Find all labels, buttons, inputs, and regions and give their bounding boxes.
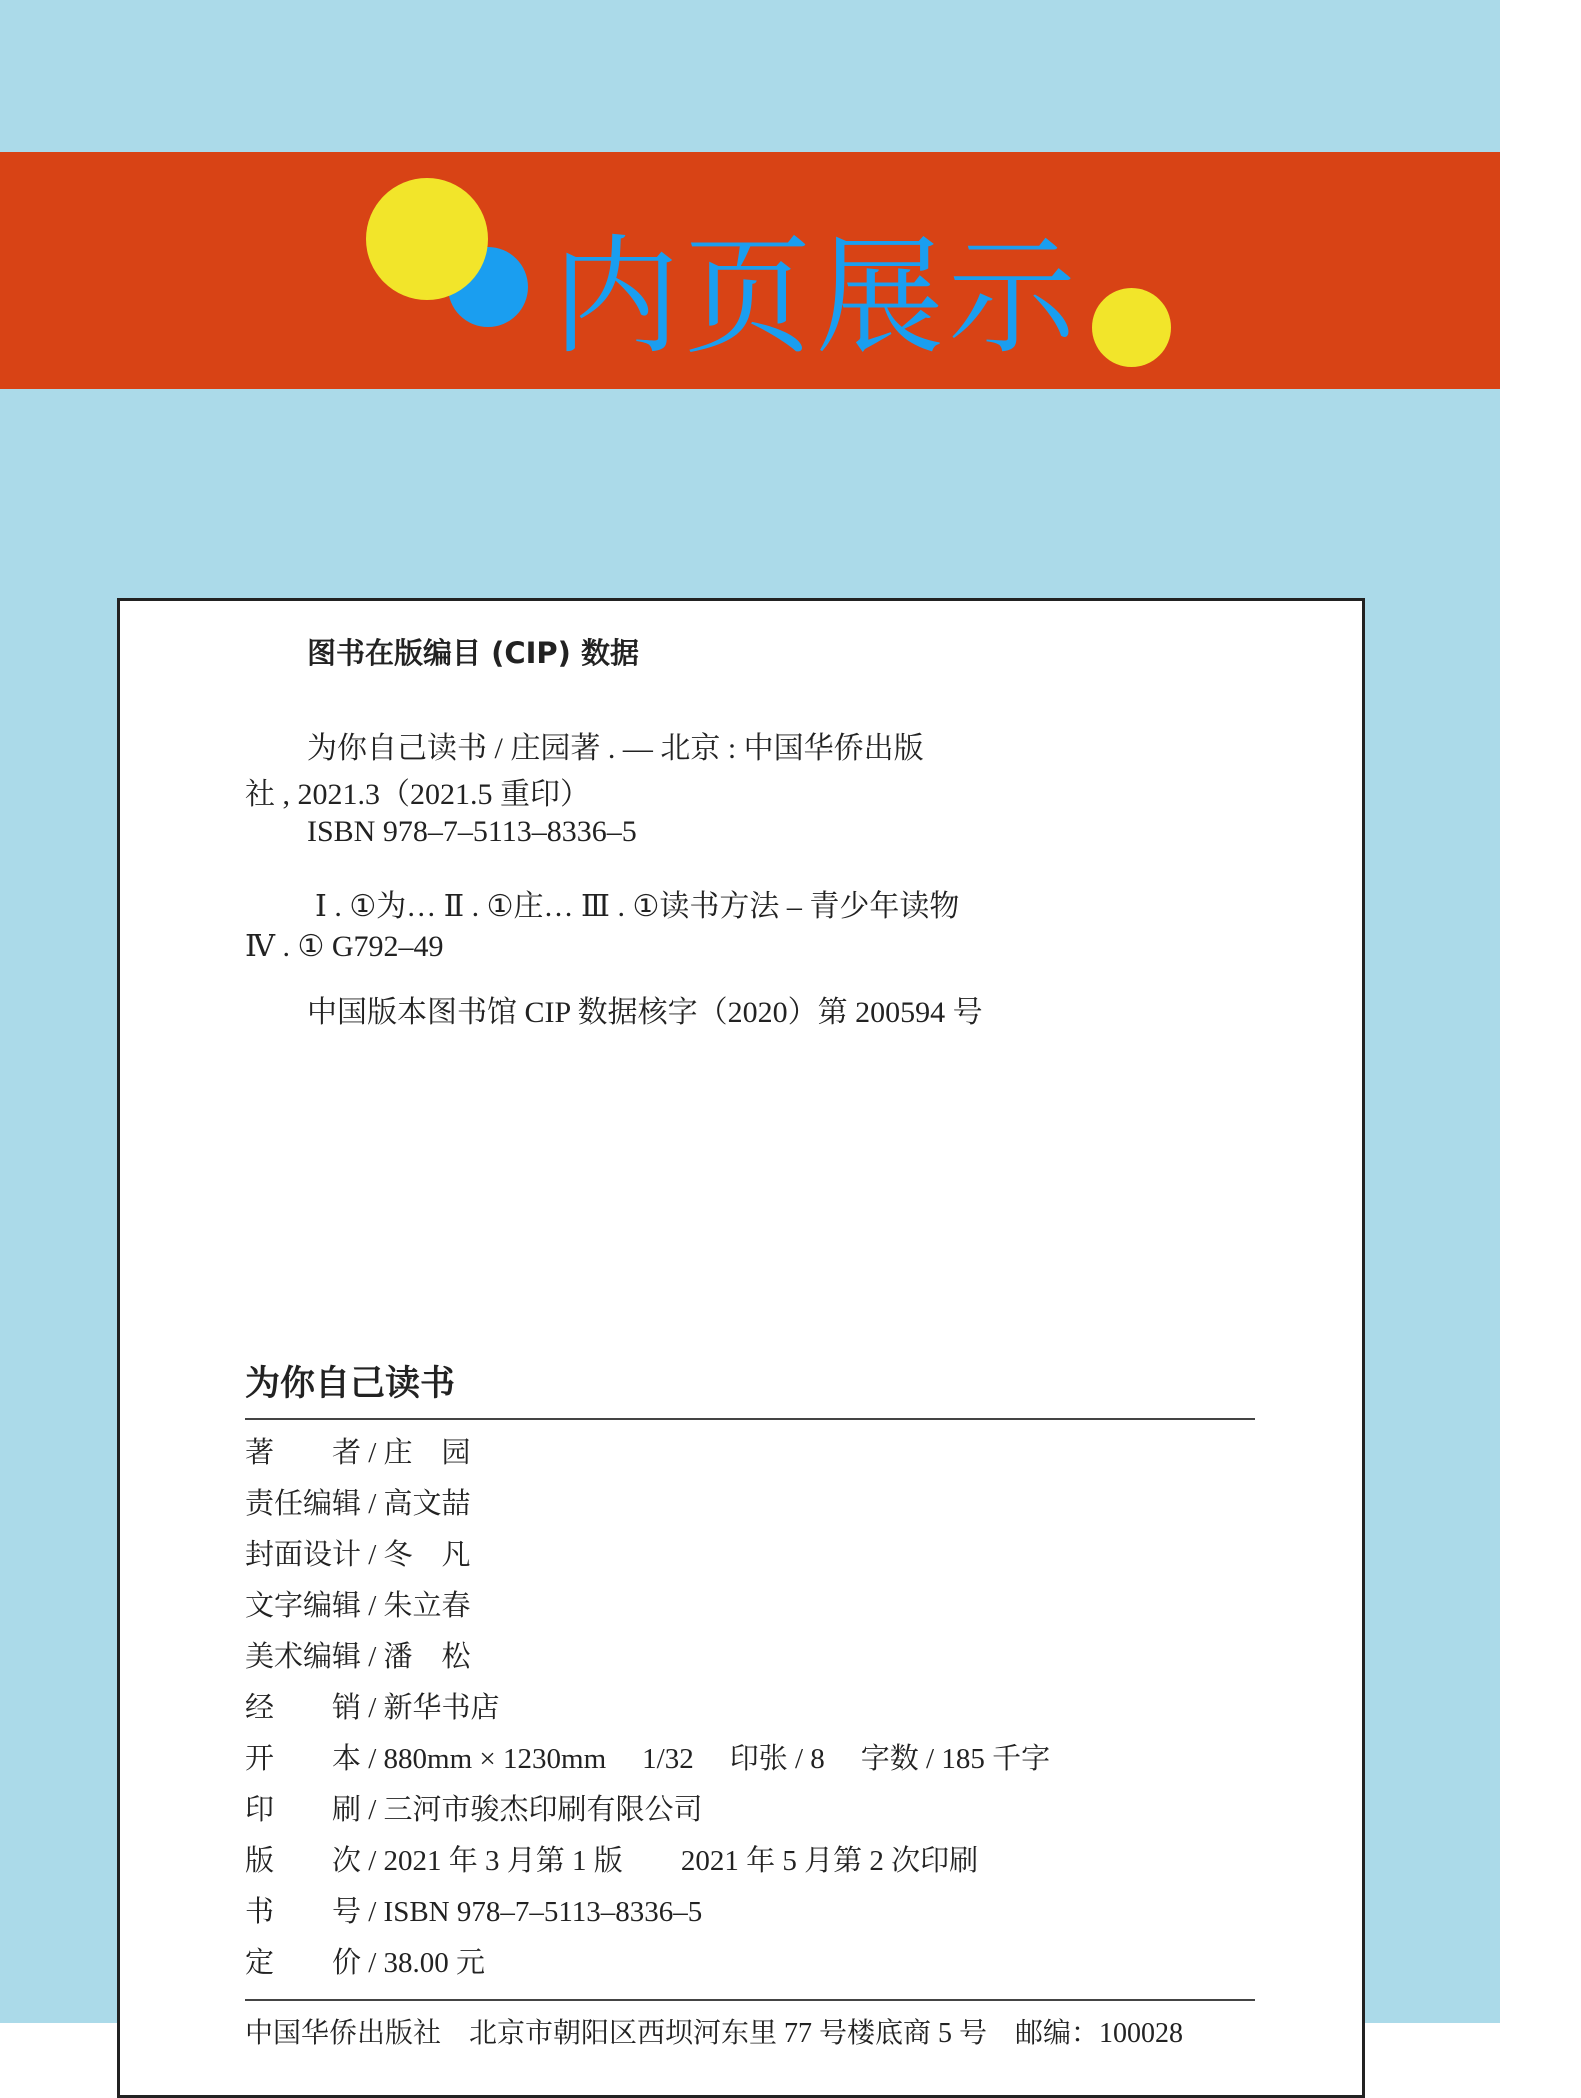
banner-title: 内页展示 <box>552 223 1081 372</box>
printed-sheets: 印张 / 8 <box>729 1743 825 1775</box>
yellow-dot-decoration-small <box>1092 288 1171 367</box>
cip-line-1: 为你自己读书 / 庄园著 . — 北京 : 中国华侨出版 <box>307 732 924 765</box>
printing-info: 2021 年 5 月第 2 次印刷 <box>680 1845 979 1877</box>
cip-class-line-2: Ⅳ . ① G792–49 <box>245 930 444 963</box>
book-number-line: 书 号 / ISBN 978–7–5113–8336–5 <box>245 1896 703 1928</box>
cover-design-line: 封面设计 / 冬 凡 <box>245 1539 471 1571</box>
publisher-footer: 中国华侨出版社 北京市朝阳区西坝河东里 77 号楼底商 5 号 邮编：100028 <box>245 2018 1184 2049</box>
price-line: 定 价 / 38.00 元 <box>245 1947 486 1979</box>
printer-line: 印 刷 / 三河市骏杰印刷有限公司 <box>245 1794 703 1826</box>
format-fold: 1/32 <box>642 1743 694 1775</box>
art-editor-line: 美术编辑 / 潘 松 <box>245 1641 471 1673</box>
author-line: 著 者 / 庄 园 <box>245 1437 471 1469</box>
format-size: 开 本 / 880mm × 1230mm <box>245 1743 607 1775</box>
word-count: 字数 / 185 千字 <box>860 1743 1051 1775</box>
editor-line: 责任编辑 / 高文喆 <box>245 1488 471 1520</box>
yellow-dot-decoration-large <box>366 178 488 300</box>
cip-verify-number: 中国版本图书馆 CIP 数据核字（2020）第 200594 号 <box>307 996 983 1029</box>
copyright-page <box>117 598 1365 2098</box>
edition-info: 版 次 / 2021 年 3 月第 1 版 <box>245 1845 623 1877</box>
cip-heading: 图书在版编目 (CIP) 数据 <box>307 636 640 670</box>
format-line <box>245 1736 1050 1777</box>
cip-line-2: 社 , 2021.3（2021.5 重印） <box>245 778 590 811</box>
cip-isbn: ISBN 978–7–5113–8336–5 <box>307 815 637 848</box>
text-editor-line: 文字编辑 / 朱立春 <box>245 1590 471 1622</box>
title-divider <box>245 1418 1255 1420</box>
edition-line <box>245 1838 978 1879</box>
distributor-line: 经 销 / 新华书店 <box>245 1692 500 1724</box>
footer-divider <box>245 1999 1255 2001</box>
book-title: 为你自己读书 <box>245 1364 456 1404</box>
cip-class-line-1: Ⅰ . ①为… Ⅱ . ①庄… Ⅲ . ①读书方法 – 青少年读物 <box>315 890 960 923</box>
